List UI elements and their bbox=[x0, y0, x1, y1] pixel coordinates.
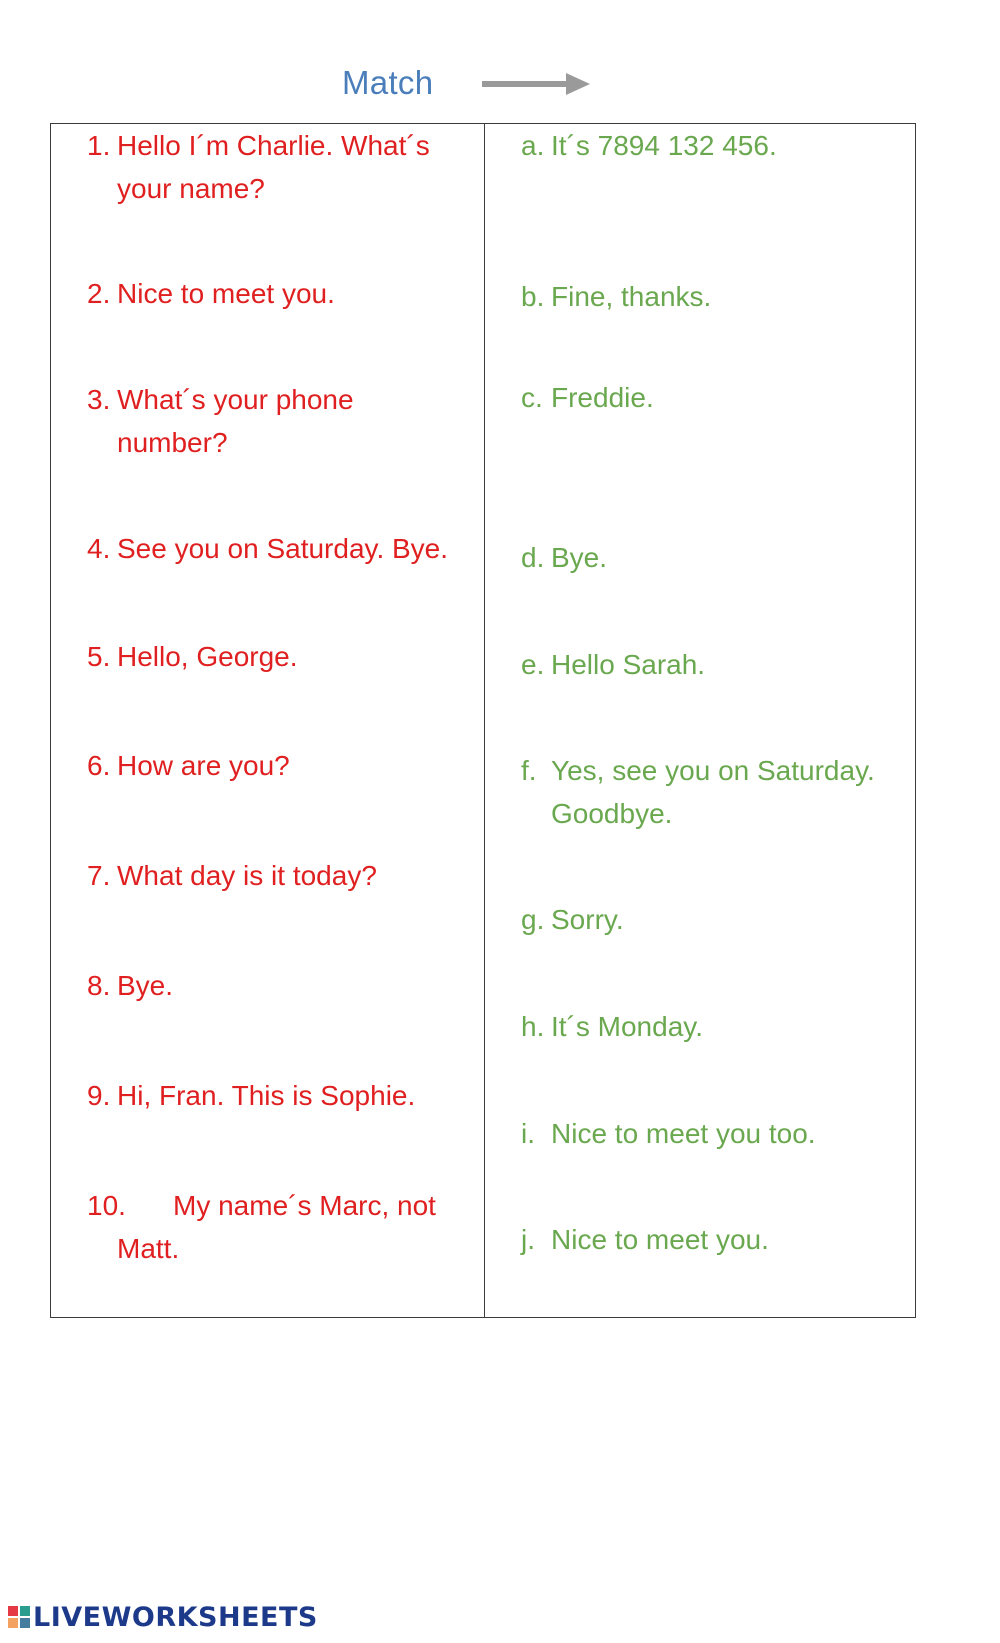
answer-letter: f. bbox=[521, 755, 537, 786]
question-item-4[interactable] bbox=[87, 527, 467, 570]
answer-text: Freddie. bbox=[551, 382, 654, 413]
question-number: 10. bbox=[87, 1190, 126, 1221]
question-text: What day is it today? bbox=[117, 860, 377, 891]
question-item-1[interactable] bbox=[87, 124, 467, 210]
answer-letter: e. bbox=[521, 649, 545, 680]
question-number: 8. bbox=[87, 970, 111, 1001]
question-number: 4. bbox=[87, 533, 111, 564]
page-title: Match bbox=[342, 64, 434, 101]
page-title-row bbox=[342, 58, 433, 108]
answer-letter: g. bbox=[521, 904, 545, 935]
question-text: Nice to meet you. bbox=[117, 278, 335, 309]
question-text: How are you? bbox=[117, 750, 290, 781]
answer-text: Nice to meet you. bbox=[551, 1224, 769, 1255]
answer-item-j[interactable] bbox=[521, 1218, 911, 1261]
question-item-9[interactable] bbox=[87, 1074, 467, 1117]
column-divider bbox=[484, 124, 485, 1317]
liveworksheets-logo-icon bbox=[8, 1606, 30, 1628]
answer-text: Yes, see you on Saturday. Goodbye. bbox=[551, 755, 875, 829]
answer-text: Nice to meet you too. bbox=[551, 1118, 816, 1149]
answer-item-a[interactable] bbox=[521, 124, 911, 167]
question-item-2[interactable] bbox=[87, 272, 467, 315]
answer-text: Fine, thanks. bbox=[551, 281, 712, 312]
answer-item-g[interactable] bbox=[521, 898, 911, 941]
question-text: Hello I´m Charlie. What´s your name? bbox=[117, 130, 430, 204]
question-number: 6. bbox=[87, 750, 111, 781]
right-arrow-icon bbox=[480, 70, 592, 98]
answer-letter: i. bbox=[521, 1118, 535, 1149]
matching-table bbox=[50, 123, 916, 1318]
answer-letter: j. bbox=[521, 1224, 535, 1255]
question-number: 2. bbox=[87, 278, 111, 309]
answer-item-c[interactable] bbox=[521, 376, 911, 419]
question-number: 3. bbox=[87, 384, 111, 415]
answer-item-i[interactable] bbox=[521, 1112, 911, 1155]
question-item-6[interactable] bbox=[87, 744, 467, 787]
answer-text: Hello Sarah. bbox=[551, 649, 706, 680]
answer-letter: d. bbox=[521, 542, 545, 573]
question-number: 7. bbox=[87, 860, 111, 891]
question-text: Hello, George. bbox=[117, 641, 298, 672]
question-text: See you on Saturday. Bye. bbox=[117, 533, 449, 564]
question-item-3[interactable] bbox=[87, 378, 467, 464]
answer-item-e[interactable] bbox=[521, 643, 911, 686]
answer-letter: c. bbox=[521, 382, 543, 413]
logo-text: LIVEWORKSHEETS bbox=[33, 1601, 318, 1633]
question-text: Bye. bbox=[117, 970, 174, 1001]
question-text: Hi, Fran. This is Sophie. bbox=[117, 1080, 416, 1111]
question-number: 5. bbox=[87, 641, 111, 672]
answer-text: It´s Monday. bbox=[551, 1011, 703, 1042]
question-item-8[interactable] bbox=[87, 964, 467, 1007]
answer-item-d[interactable] bbox=[521, 536, 911, 579]
answer-text: It´s 7894 132 456. bbox=[551, 130, 777, 161]
answer-letter: a. bbox=[521, 130, 545, 161]
liveworksheets-logo[interactable] bbox=[8, 1600, 318, 1634]
question-item-7[interactable] bbox=[87, 854, 467, 897]
answer-letter: h. bbox=[521, 1011, 545, 1042]
question-item-5[interactable] bbox=[87, 635, 467, 678]
question-number: 1. bbox=[87, 130, 111, 161]
answer-item-f[interactable] bbox=[521, 749, 911, 835]
answer-item-b[interactable] bbox=[521, 275, 911, 318]
answer-item-h[interactable] bbox=[521, 1005, 911, 1048]
question-text: What´s your phone number? bbox=[117, 384, 354, 458]
answer-letter: b. bbox=[521, 281, 545, 312]
answer-text: Bye. bbox=[551, 542, 608, 573]
answer-text: Sorry. bbox=[551, 904, 624, 935]
question-number: 9. bbox=[87, 1080, 111, 1111]
question-text: 10. My name´s Marc, not Matt. bbox=[87, 1184, 436, 1270]
question-item-10[interactable] bbox=[87, 1184, 467, 1270]
